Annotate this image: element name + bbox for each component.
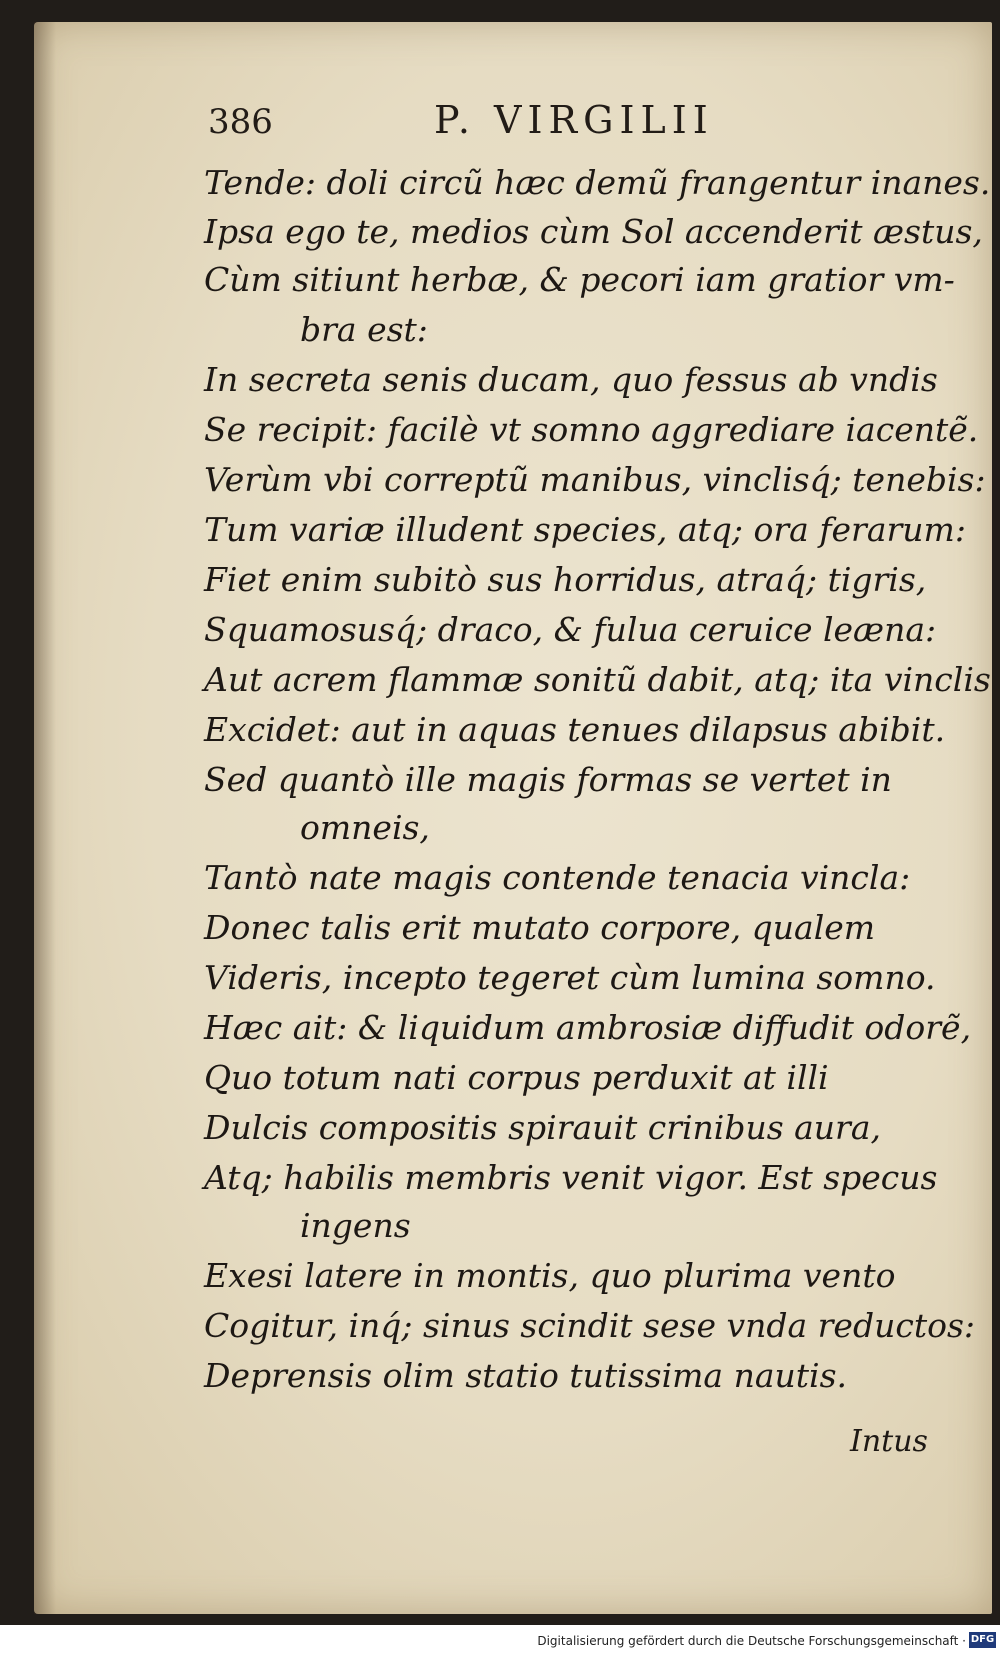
catchword: Intus — [850, 1424, 928, 1459]
running-head: P. VIRGILII — [434, 98, 714, 142]
verse-line: Cogitur, inq́; sinus scindit sese vnda reductos: — [204, 1306, 976, 1345]
page-number: 386 — [208, 102, 273, 142]
verse-line: Exesi latere in montis, quo plurima vento — [204, 1256, 896, 1295]
verse-line: Tum variæ illudent species, atq; ora ferarum: — [204, 510, 966, 549]
verse-line: Verùm vbi correptũ manibus, vinclisq́; tenebis: — [204, 460, 986, 499]
verse-line: Sed quantò ille magis formas se vertet in — [204, 760, 892, 799]
verse-line-continuation: bra est: — [300, 310, 428, 349]
verse-line: Atq; habilis membris venit vigor. Est specus — [204, 1158, 938, 1197]
verse-line: Ipsa ego te, medios cùm Sol accenderit æstus, — [204, 212, 983, 251]
verse-line: Tantò nate magis contende tenacia vincla: — [204, 858, 911, 897]
verse-line: Hæc ait: & liquidum ambrosiæ diffudit odorẽ, — [204, 1008, 972, 1047]
verse-line: Quo totum nati corpus perduxit at illi — [204, 1058, 829, 1097]
verse-line: Deprensis olim statio tutissima nautis. — [204, 1356, 848, 1395]
verse-line: In secreta senis ducam, quo fessus ab vndis — [204, 360, 938, 399]
verse-line: Squamosusq́; draco, & fulua ceruice leæna: — [204, 610, 937, 649]
funding-credit: Digitalisierung gefördert durch die Deutsche Forschungsgemeinschaft · — [537, 1634, 966, 1648]
verse-line: Excidet: aut in aquas tenues dilapsus abibit. — [204, 710, 946, 749]
verse-line: Fiet enim subitò sus horridus, atraq́; tigris, — [204, 560, 927, 599]
verse-line: Donec talis erit mutato corpore, qualem — [204, 908, 876, 947]
verse-line-continuation: ingens — [300, 1206, 411, 1245]
verse-line: Videris, incepto tegeret cùm lumina somno. — [204, 958, 936, 997]
verse-line: Se recipit: facilè vt somno aggrediare iacentẽ. — [204, 410, 979, 449]
dfg-logo: DFG — [969, 1632, 996, 1648]
page-gutter-shadow — [34, 22, 56, 1614]
verse-line: Tende: doli circũ hæc demũ frangentur inanes. — [204, 163, 991, 202]
verse-line-continuation: omneis, — [300, 808, 430, 847]
digitization-footer — [0, 1625, 1000, 1656]
verse-line: Cùm sitiunt herbæ, & pecori iam gratior vm- — [204, 260, 955, 299]
verse-line: Dulcis compositis spirauit crinibus aura, — [204, 1108, 881, 1147]
verse-line: Aut acrem flammæ sonitũ dabit, atq; ita vinclis — [204, 660, 991, 699]
